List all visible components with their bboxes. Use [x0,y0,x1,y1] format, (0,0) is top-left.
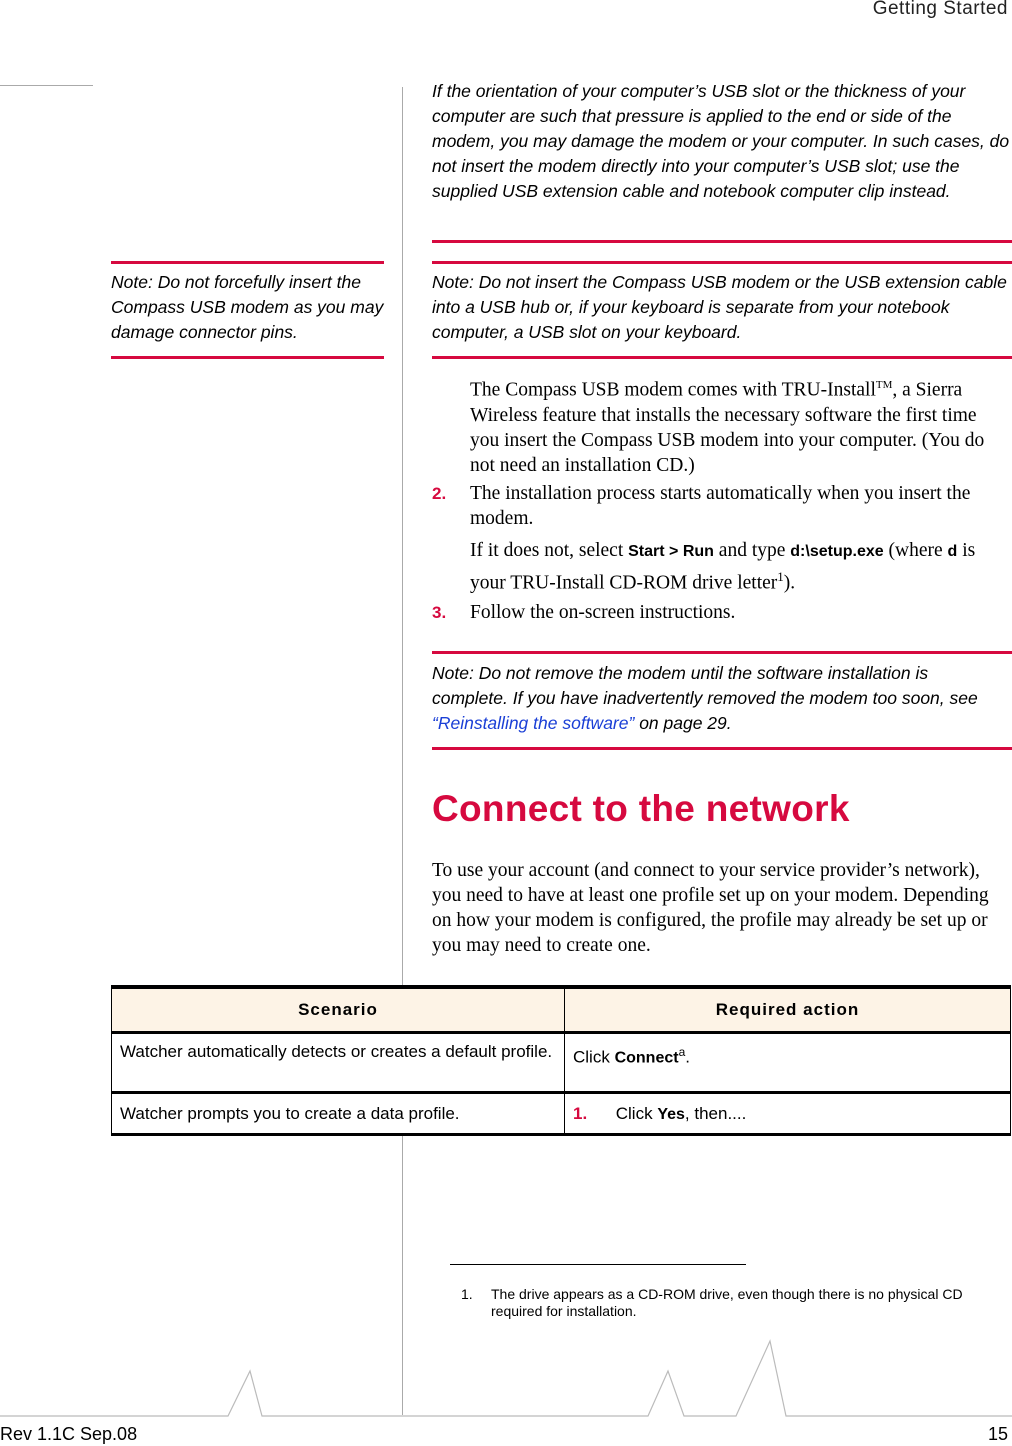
note2-text [432,661,1002,736]
note2-pre: Note: Do not remove the modem until the software installation is complete. If you have inadvertently removed the modem too soon, see [432,663,978,708]
intro-post: , a Sierra Wireless feature that installs the necessary software the first time you insert the Compass USB modem into your computer. (You do not need an installation CD.) [470,379,985,476]
scenario-table [111,985,1011,1136]
drive-letter: d [947,543,958,560]
note2-top-rule [432,651,1012,654]
column-divider [402,87,403,1415]
row2-scenario: Watcher prompts you to create a data profile. [112,1093,565,1135]
row1-scenario: Watcher automatically detects or creates a default profile. [112,1033,565,1093]
table-footnote-ref[interactable]: a [678,1045,686,1059]
intro-paragraph [470,373,1010,478]
table-row [112,1033,1011,1093]
row2-step-number: 1. [573,1104,588,1123]
footer-rev: Rev 1.1C Sep.08 [0,1424,138,1444]
trademark-mark: TM [875,379,893,391]
page-number: 15 [987,1424,1008,1444]
setup-command: d:\setup.exe [790,543,884,560]
step-2-text: The installation process starts automatically when you insert the modem. [470,483,971,529]
row2-action [565,1093,1011,1135]
start-run-menu-path: Start > Run [628,543,714,560]
note1-text: Note: Do not insert the Compass USB modem or the USB extension cable into a USB hub or, if your keyboard is separate from your notebook computer, a USB slot on your keyboard. [432,272,1007,342]
step-2-number: 2. [432,484,447,503]
step-2-sub [470,538,1012,596]
row2-action-pre: Click [615,1104,653,1123]
waveform-line [0,1341,1012,1416]
side-note: Note: Do not forcefully insert the Compass USB modem as you may damage connector pins. [111,272,384,342]
step-2-sub-end: ). [783,572,796,594]
step-3-text: Follow the on-screen instructions. [470,602,736,623]
yes-label: Yes [657,1106,685,1123]
step-2-sub-mid2: (where [888,540,943,561]
side-note-bottom-rule [111,356,384,359]
row1-action [565,1033,1011,1093]
caution-text: If the orientation of your computer’s USB slot or the thickness of your computer are such that pressure is applied to the end or side of the modem, you may damage the modem or your computer. In such cases, do not insert the modem directly into your computer’s USB slot; use the supplied USB extension cable and notebook computer clip instead. [432,81,1010,201]
footnote-rule [450,1264,746,1265]
footnote-number: 1. [461,1286,473,1302]
table-row [112,1093,1011,1135]
caution-rule [432,240,1012,243]
row1-action-post: . [685,1047,690,1067]
header-required-action: Required action [565,987,1011,1033]
section-heading: Connect to the network [432,788,850,829]
waveform-decoration [0,1335,1012,1425]
intro-pre: The Compass USB modem comes with TRU-Install [470,379,876,401]
step-2-sub-pre: If it does not, select [470,540,624,561]
note2-post: on page 29. [639,713,732,733]
step-3-number: 3. [432,603,447,622]
step-2-sub-post: is your TRU-Install CD-ROM drive letter [470,540,976,594]
step-2-sub-mid: and type [718,540,786,561]
note1-bottom-rule [432,356,1012,359]
section-heading-wrap [432,788,850,830]
section-body: To use your account (and connect to your service provider’s network), you need to have at least one profile set up on your modem. Depending on how your modem is configured, the profile may already be set up or you may need to create one. [432,860,989,956]
scenario-table-wrap [111,985,1011,1136]
note2-bottom-rule [432,747,1012,750]
note1-top-rule [432,261,1012,264]
footnote-ref[interactable]: 1 [777,569,784,584]
footnote-text: The drive appears as a CD-ROM drive, even though there is no physical CD required for installation. [491,1286,963,1319]
side-note-top-rule [111,261,384,264]
running-header: Getting Started [872,0,1008,19]
reinstall-link[interactable]: “Reinstalling the software” [432,713,635,733]
header-rule [0,85,93,86]
header-scenario: Scenario [112,987,565,1033]
connect-label: Connect [614,1049,679,1067]
row2-action-post: , then.... [684,1104,747,1123]
row1-action-pre: Click [573,1047,610,1067]
